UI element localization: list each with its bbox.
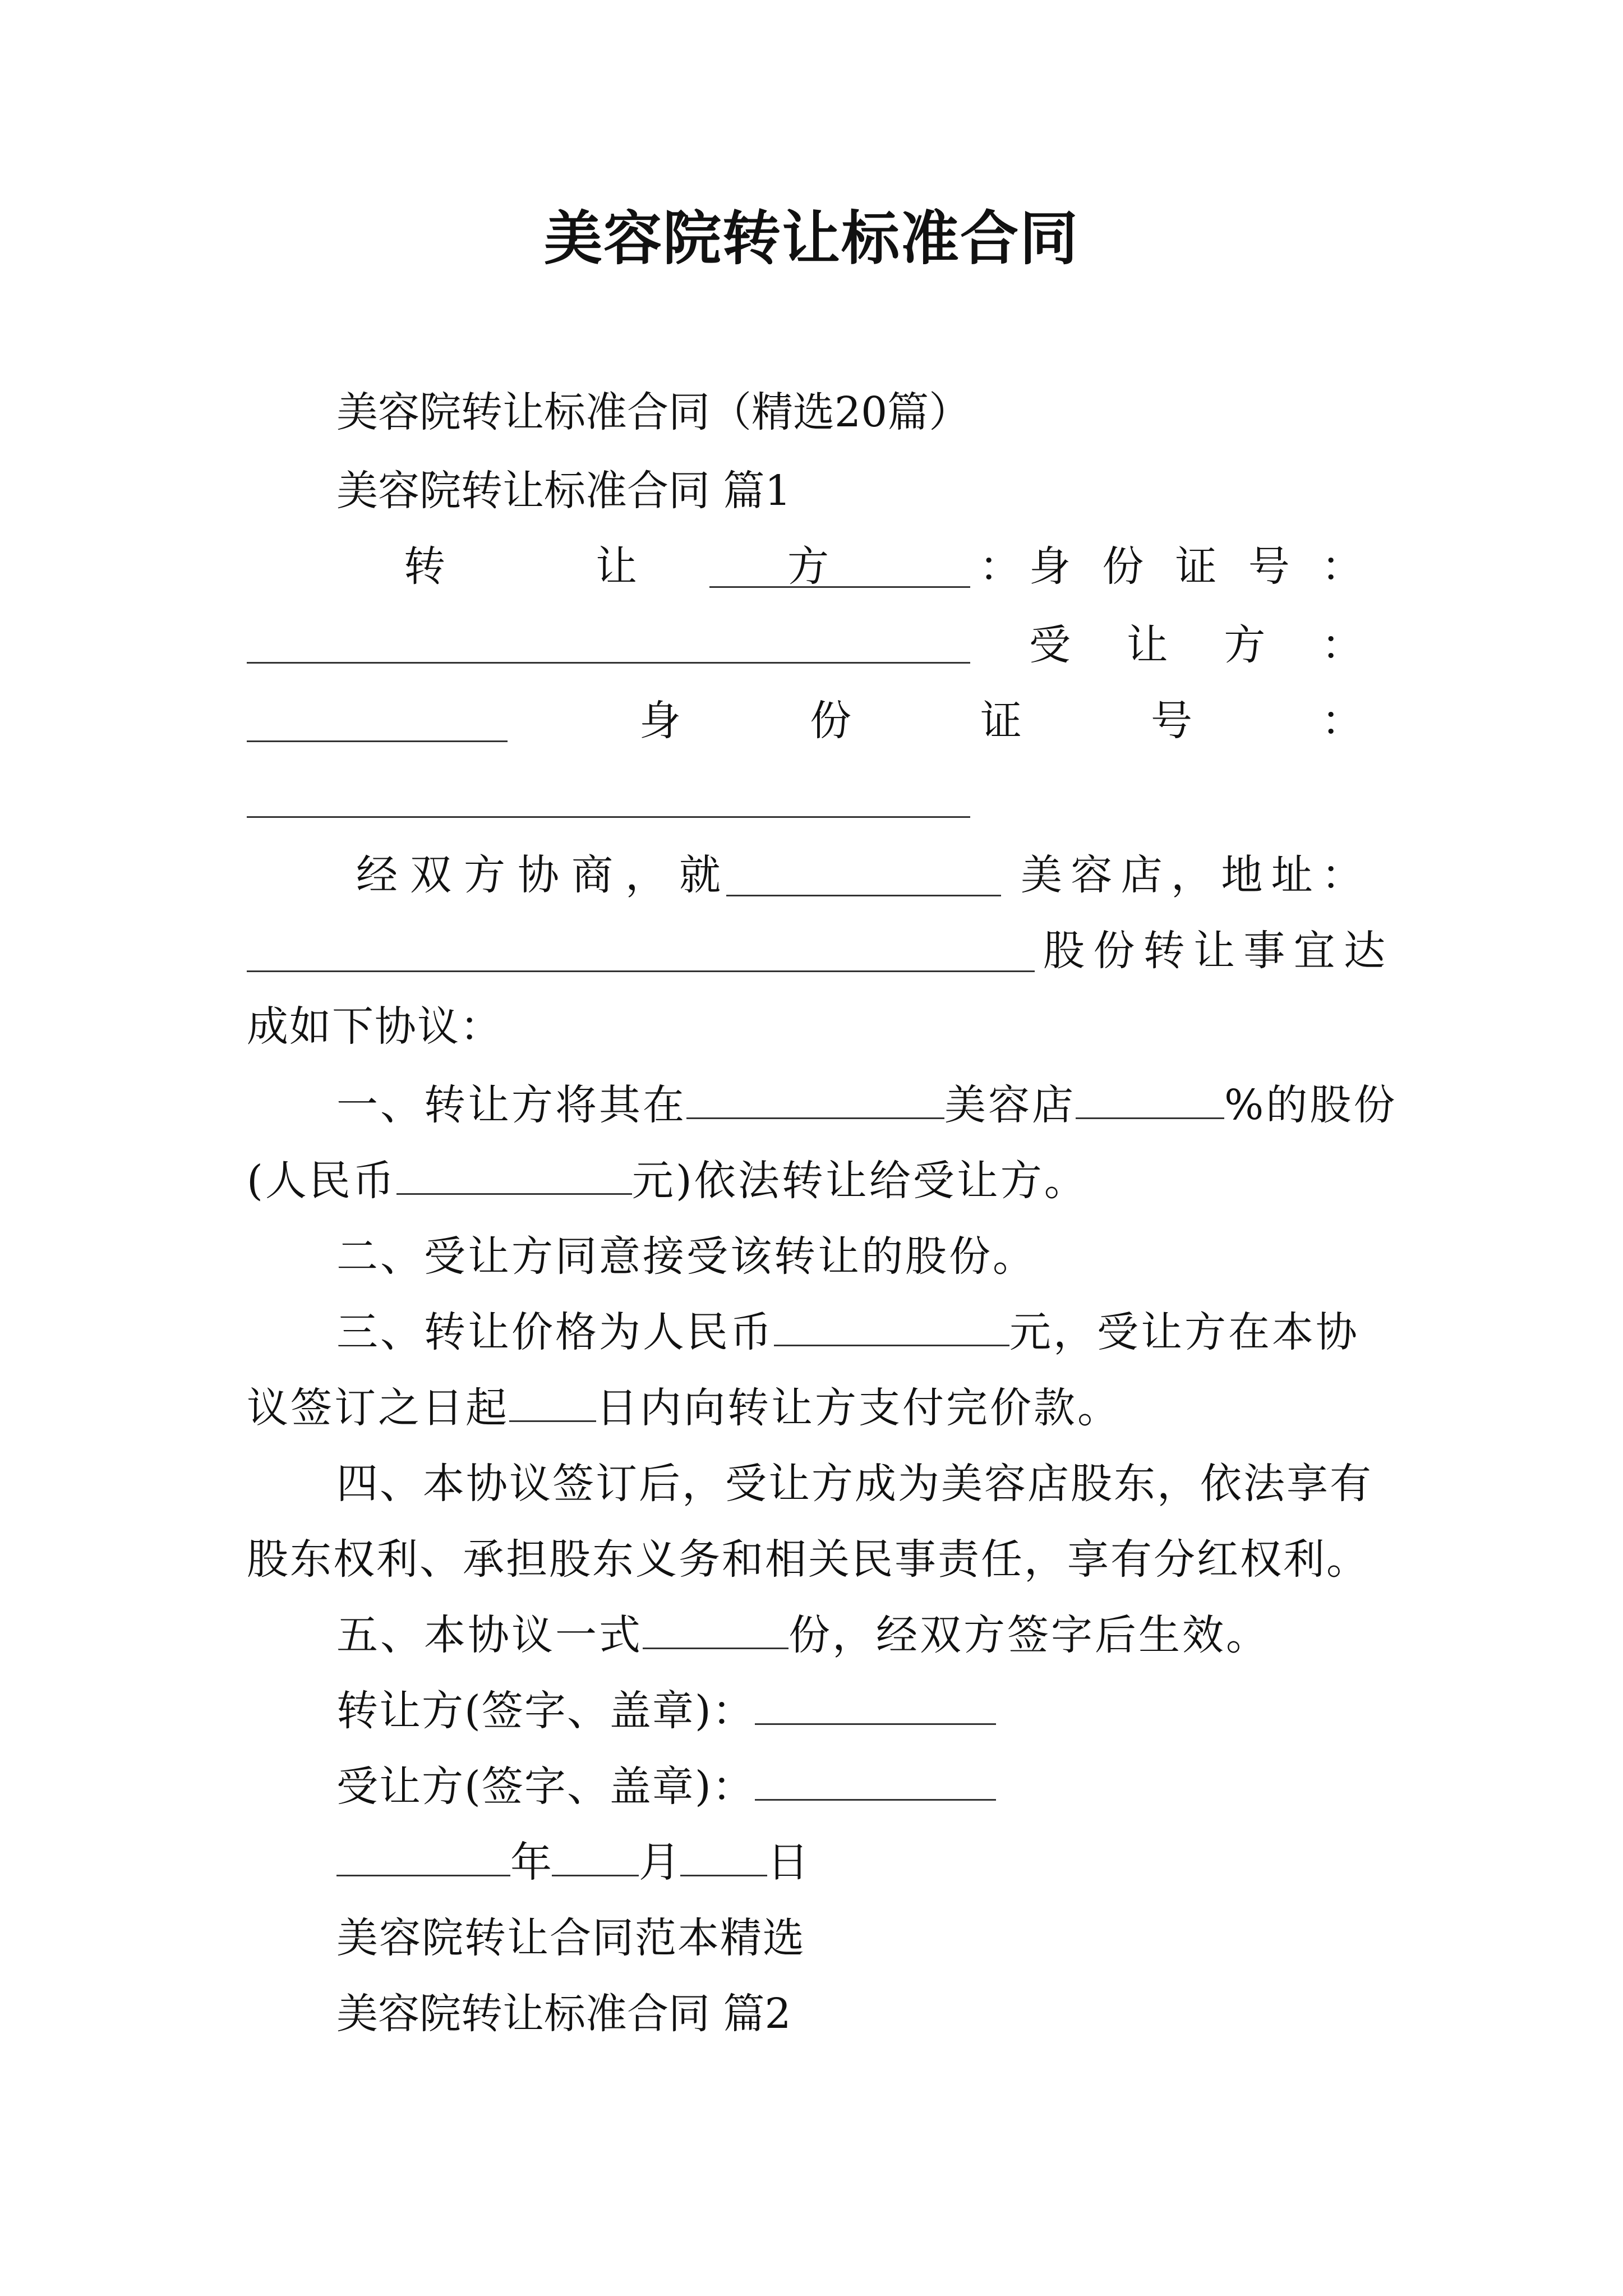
clause-3-price-blank — [774, 1305, 1009, 1346]
section-heading-2: 美容院转让标准合同 篇2 — [336, 1990, 791, 2038]
address-blank — [247, 970, 1035, 972]
transferee-signature-blank — [755, 1760, 996, 1801]
month-blank — [552, 1835, 639, 1876]
clause-3-line-1: 三、转让价格为人民币 元，受让方在本协 — [336, 1304, 1359, 1360]
transferor-signature: 转让方(签字、盖章)： — [336, 1683, 996, 1739]
transferee-blank — [247, 740, 508, 742]
id-number-label: 身 份 证 号 ： — [1029, 542, 1363, 591]
year-blank — [336, 1835, 510, 1876]
clause-3-line-2: 议签订之日起 日内向转让方支付完价款。 — [247, 1380, 1121, 1436]
clause-1-amount-blank — [396, 1154, 632, 1195]
intro-part1: 经 双 方 协 商 ， 就 — [356, 851, 721, 899]
transferor-label: 转 让 方 ： — [404, 542, 1021, 591]
related-link[interactable]: 美容院转让合同范本精选 — [336, 1914, 805, 1962]
transferee-signature: 受让方(签字、盖章)： — [336, 1759, 996, 1815]
signing-date: 年 月 日 — [336, 1834, 809, 1890]
transferor-signature-blank — [755, 1684, 996, 1725]
clause-1-line-1: 一、转让方将其在 美容店 %的股份 — [336, 1077, 1397, 1133]
id-number-blank-2 — [247, 816, 970, 818]
section-heading-1: 美容院转让标准合同 篇1 — [336, 467, 791, 515]
clause-5: 五、本协议一式 份，经双方签字后生效。 — [336, 1607, 1270, 1663]
document-title: 美容院转让标准合同 — [543, 204, 1079, 273]
transferor-blank — [709, 586, 970, 588]
clause-4-line-2: 股东权利、承担股东义务和相关民事责任，享有分红权利。 — [247, 1535, 1370, 1584]
clause-5-copies-blank — [643, 1608, 789, 1649]
intro-part2: 美 容 店 ， 地 址 ： — [1021, 851, 1363, 899]
intro-part3: 股 份 转 让 事 宜 达 — [1043, 927, 1385, 975]
id-number-label-2: 身 份 证 号 ： — [639, 697, 1363, 745]
document-subtitle: 美容院转让标准合同（精选20篇） — [336, 388, 971, 436]
clause-1-percent-blank — [1076, 1078, 1224, 1119]
clause-1-salon-blank — [686, 1078, 944, 1119]
clause-1-line-2: (人民币 元)依法转让给受让方。 — [247, 1153, 1088, 1209]
clause-2: 二、受让方同意接受该转让的股份。 — [336, 1232, 1036, 1281]
id-number-blank — [247, 662, 970, 664]
transferee-label: 受 让 方 ： — [1029, 621, 1363, 669]
clause-4-line-1: 四、本协议签订后，受让方成为美容店股东，依法享有 — [336, 1460, 1373, 1508]
day-blank — [680, 1835, 767, 1876]
intro-part4: 成如下协议： — [247, 1002, 502, 1051]
clause-3-days-blank — [509, 1381, 596, 1422]
salon-name-blank — [726, 895, 1001, 896]
